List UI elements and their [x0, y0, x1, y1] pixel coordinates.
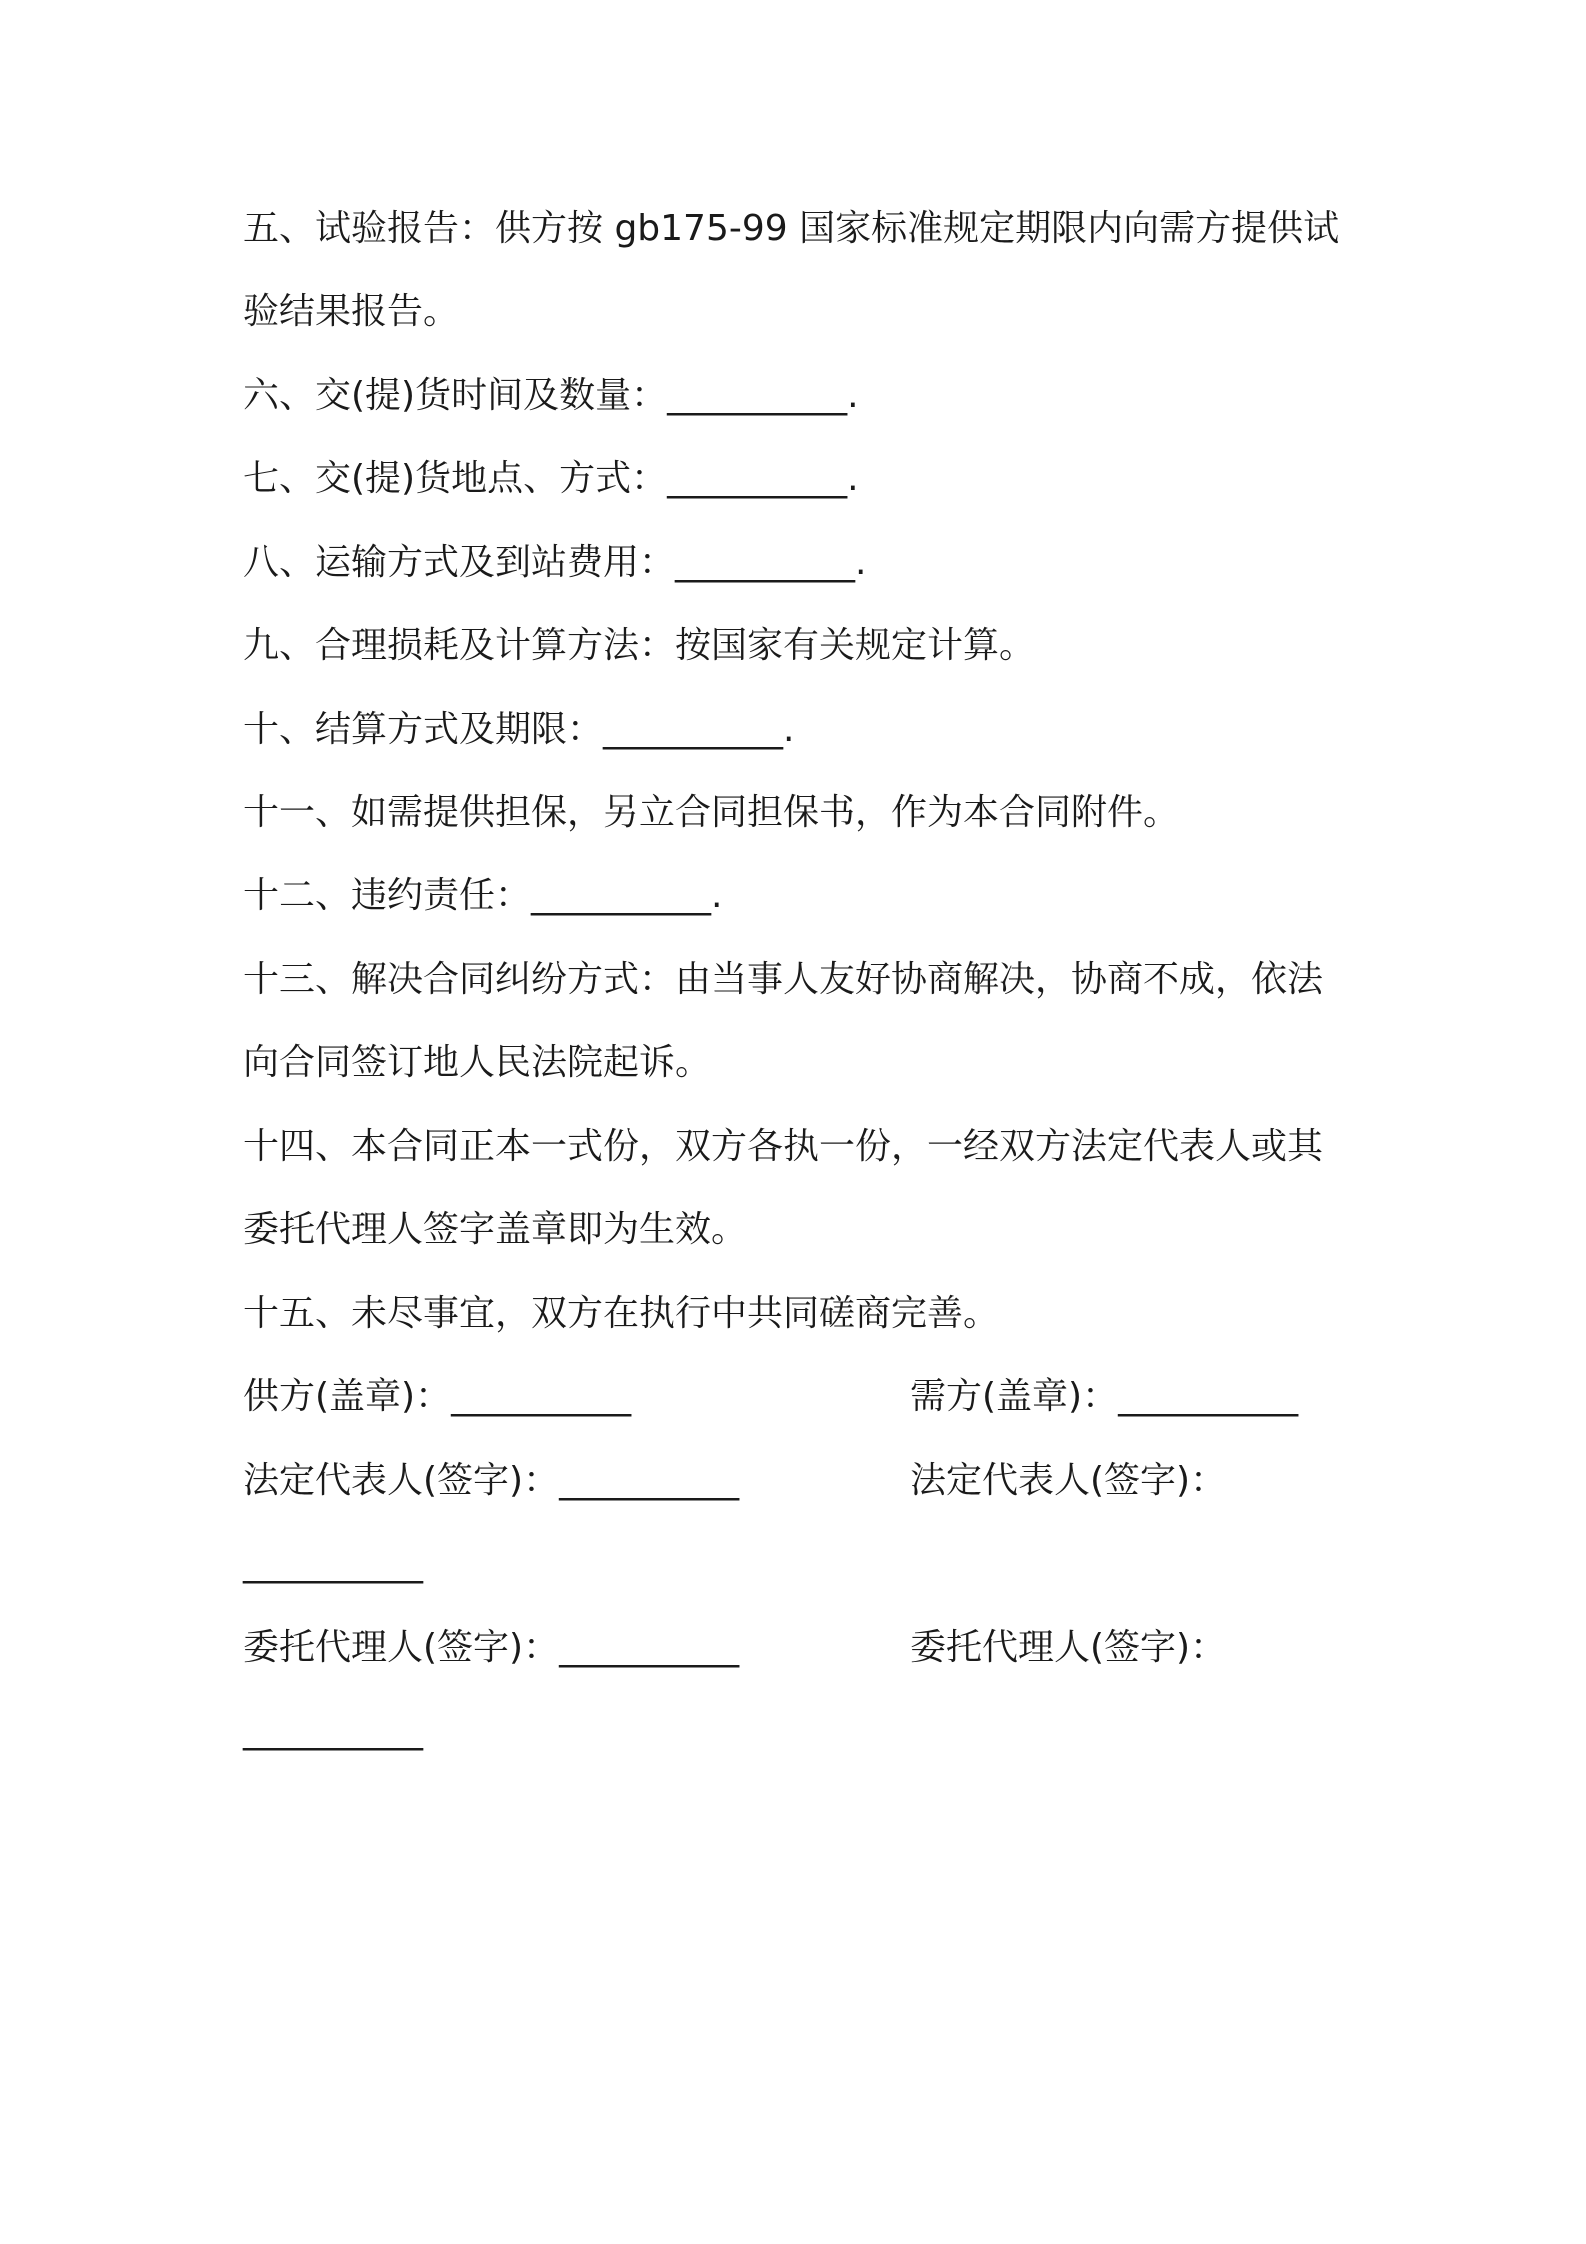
clause-14-line-2: 委托代理人签字盖章即为生效。 — [243, 1209, 748, 1250]
clause-9: 九、合理损耗及计算方法：按国家有关规定计算。 — [243, 625, 1036, 666]
buyer-legal-rep-blank: __________ — [243, 1543, 423, 1584]
supplier-legal-rep-field: 法定代表人(签字)：__________ — [243, 1460, 740, 1501]
clause-15: 十五、未尽事宜，双方在执行中共同磋商完善。 — [243, 1293, 1000, 1334]
clause-10: 十、结算方式及期限：__________. — [243, 709, 795, 750]
clause-13-line-2: 向合同签订地人民法院起诉。 — [243, 1042, 712, 1083]
clause-12: 十二、违约责任：__________. — [243, 875, 723, 916]
clause-6: 六、交(提)货时间及数量：__________. — [243, 375, 859, 416]
clause-5-line-2: 验结果报告。 — [243, 291, 460, 332]
clause-7: 七、交(提)货地点、方式：__________. — [243, 458, 859, 499]
clause-13-line-1: 十三、解决合同纠纷方式：由当事人友好协商解决，协商不成，依法 — [243, 959, 1324, 1000]
buyer-seal-field: 需方(盖章)：__________ — [910, 1376, 1299, 1417]
clause-11: 十一、如需提供担保，另立合同担保书，作为本合同附件。 — [243, 792, 1180, 833]
clause-8: 八、运输方式及到站费用：__________. — [243, 542, 867, 583]
supplier-seal-field: 供方(盖章)：__________ — [243, 1376, 632, 1417]
clause-14-line-1: 十四、本合同正本一式份，双方各执一份，一经双方法定代表人或其 — [243, 1126, 1324, 1167]
clause-5-line-1: 五、试验报告：供方按 gb175-99 国家标准规定期限内向需方提供试 — [243, 208, 1340, 249]
buyer-legal-rep-field: 法定代表人(签字)： — [910, 1460, 1227, 1501]
buyer-agent-blank: __________ — [243, 1710, 423, 1751]
supplier-agent-field: 委托代理人(签字)：__________ — [243, 1627, 740, 1668]
buyer-agent-field: 委托代理人(签字)： — [910, 1627, 1227, 1668]
